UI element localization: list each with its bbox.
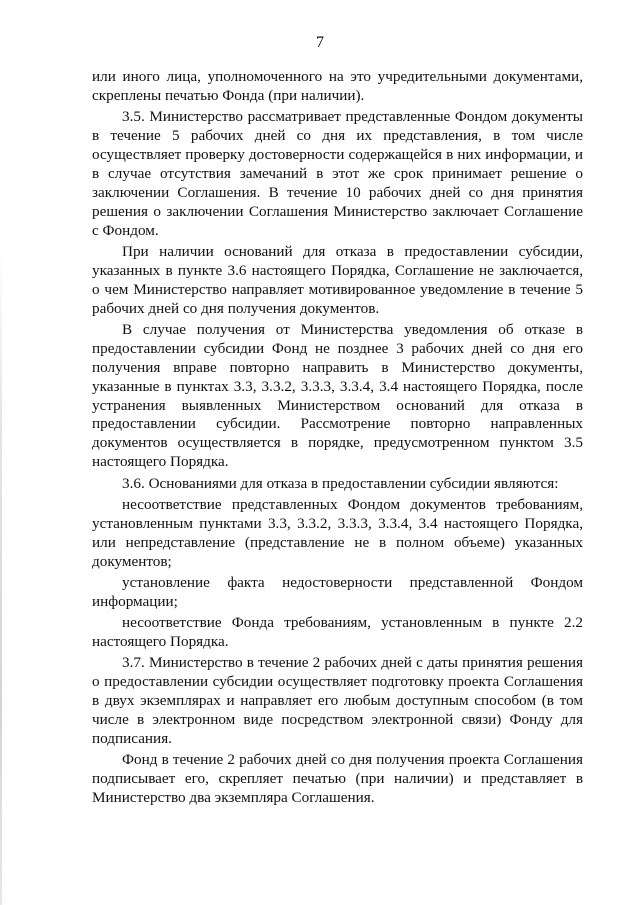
document-body [92, 68, 583, 810]
paragraph-3-7: 3.7. Министерство в течение 2 рабочих дней с даты принятия решения о предоставлении субсидии осуществляет подготовку проекта Соглашения в двух экземплярах и направляет его любым доступным способом (в том числе в электронном виде посредством электронной связи) Фонду для подписания. [92, 654, 583, 747]
paragraph-continuation: или иного лица, уполномоченного на это учредительными документами, скреплены печатью Фонда (при наличии). [92, 68, 583, 104]
paragraph-ground-unreliable-info: установление факта недостоверности представленной Фондом информации; [92, 573, 583, 610]
paragraph-resubmission: В случае получения от Министерства уведомления об отказе в предоставлении субсидии Фонд не позднее 3 рабочих дней со дня его получения вправе повторно направить в Министерство документы, указанные в пунктах 3.3, 3.3.2, 3.3.3, 3.3.4, 3.4 настоящего Порядка, после устранения выявленных Министерством оснований для отказа в предоставлении субсидии. Рассмотрение повторно направленных документов осуществляется в порядке, предусмотренном пунктом 3.5 настоящего Порядка. [92, 320, 583, 471]
paragraph-refusal-grounds: При наличии оснований для отказа в предоставлении субсидии, указанных в пункте 3.6 настоящего Порядка, Соглашение не заключается, о чем Министерство направляет мотивированное уведомление в течение 5 рабочих дней со дня получения документов. [92, 242, 583, 317]
paragraph-3-6: 3.6. Основаниями для отказа в предоставлении субсидии являются: [122, 474, 559, 492]
paragraph-fund-signing: Фонд в течение 2 рабочих дней со дня получения проекта Соглашения подписывает его, скрепляет печатью (при наличии) и представляет в Министерство два экземпляра Соглашения. [92, 751, 583, 807]
scan-edge-shadow [0, 250, 2, 905]
paragraph-ground-documents: несоответствие представленных Фондом документов требованиям, установленным пунктами 3.3, 3.3.2, 3.3.3, 3.3.4, 3.4 настоящего Порядка, или непредставление (представление не в полном объеме) указанных документов; [92, 495, 583, 570]
page-number: 7 [316, 34, 324, 51]
paragraph-3-5: 3.5. Министерство рассматривает представленные Фондом документы в течение 5 рабочих дней со дня их представления, в том числе осуществляет проверку достоверности содержащейся в них информации, и в случае отсутствия замечаний в этот же срок принимает решение о заключении Соглашения. В течение 10 рабочих дней со дня принятия решения о заключении Соглашения Министерство заключает Соглашение с Фондом. [92, 108, 583, 239]
paragraph-ground-requirements: несоответствие Фонда требованиям, установленным в пункте 2.2 настоящего Порядка. [92, 614, 583, 651]
